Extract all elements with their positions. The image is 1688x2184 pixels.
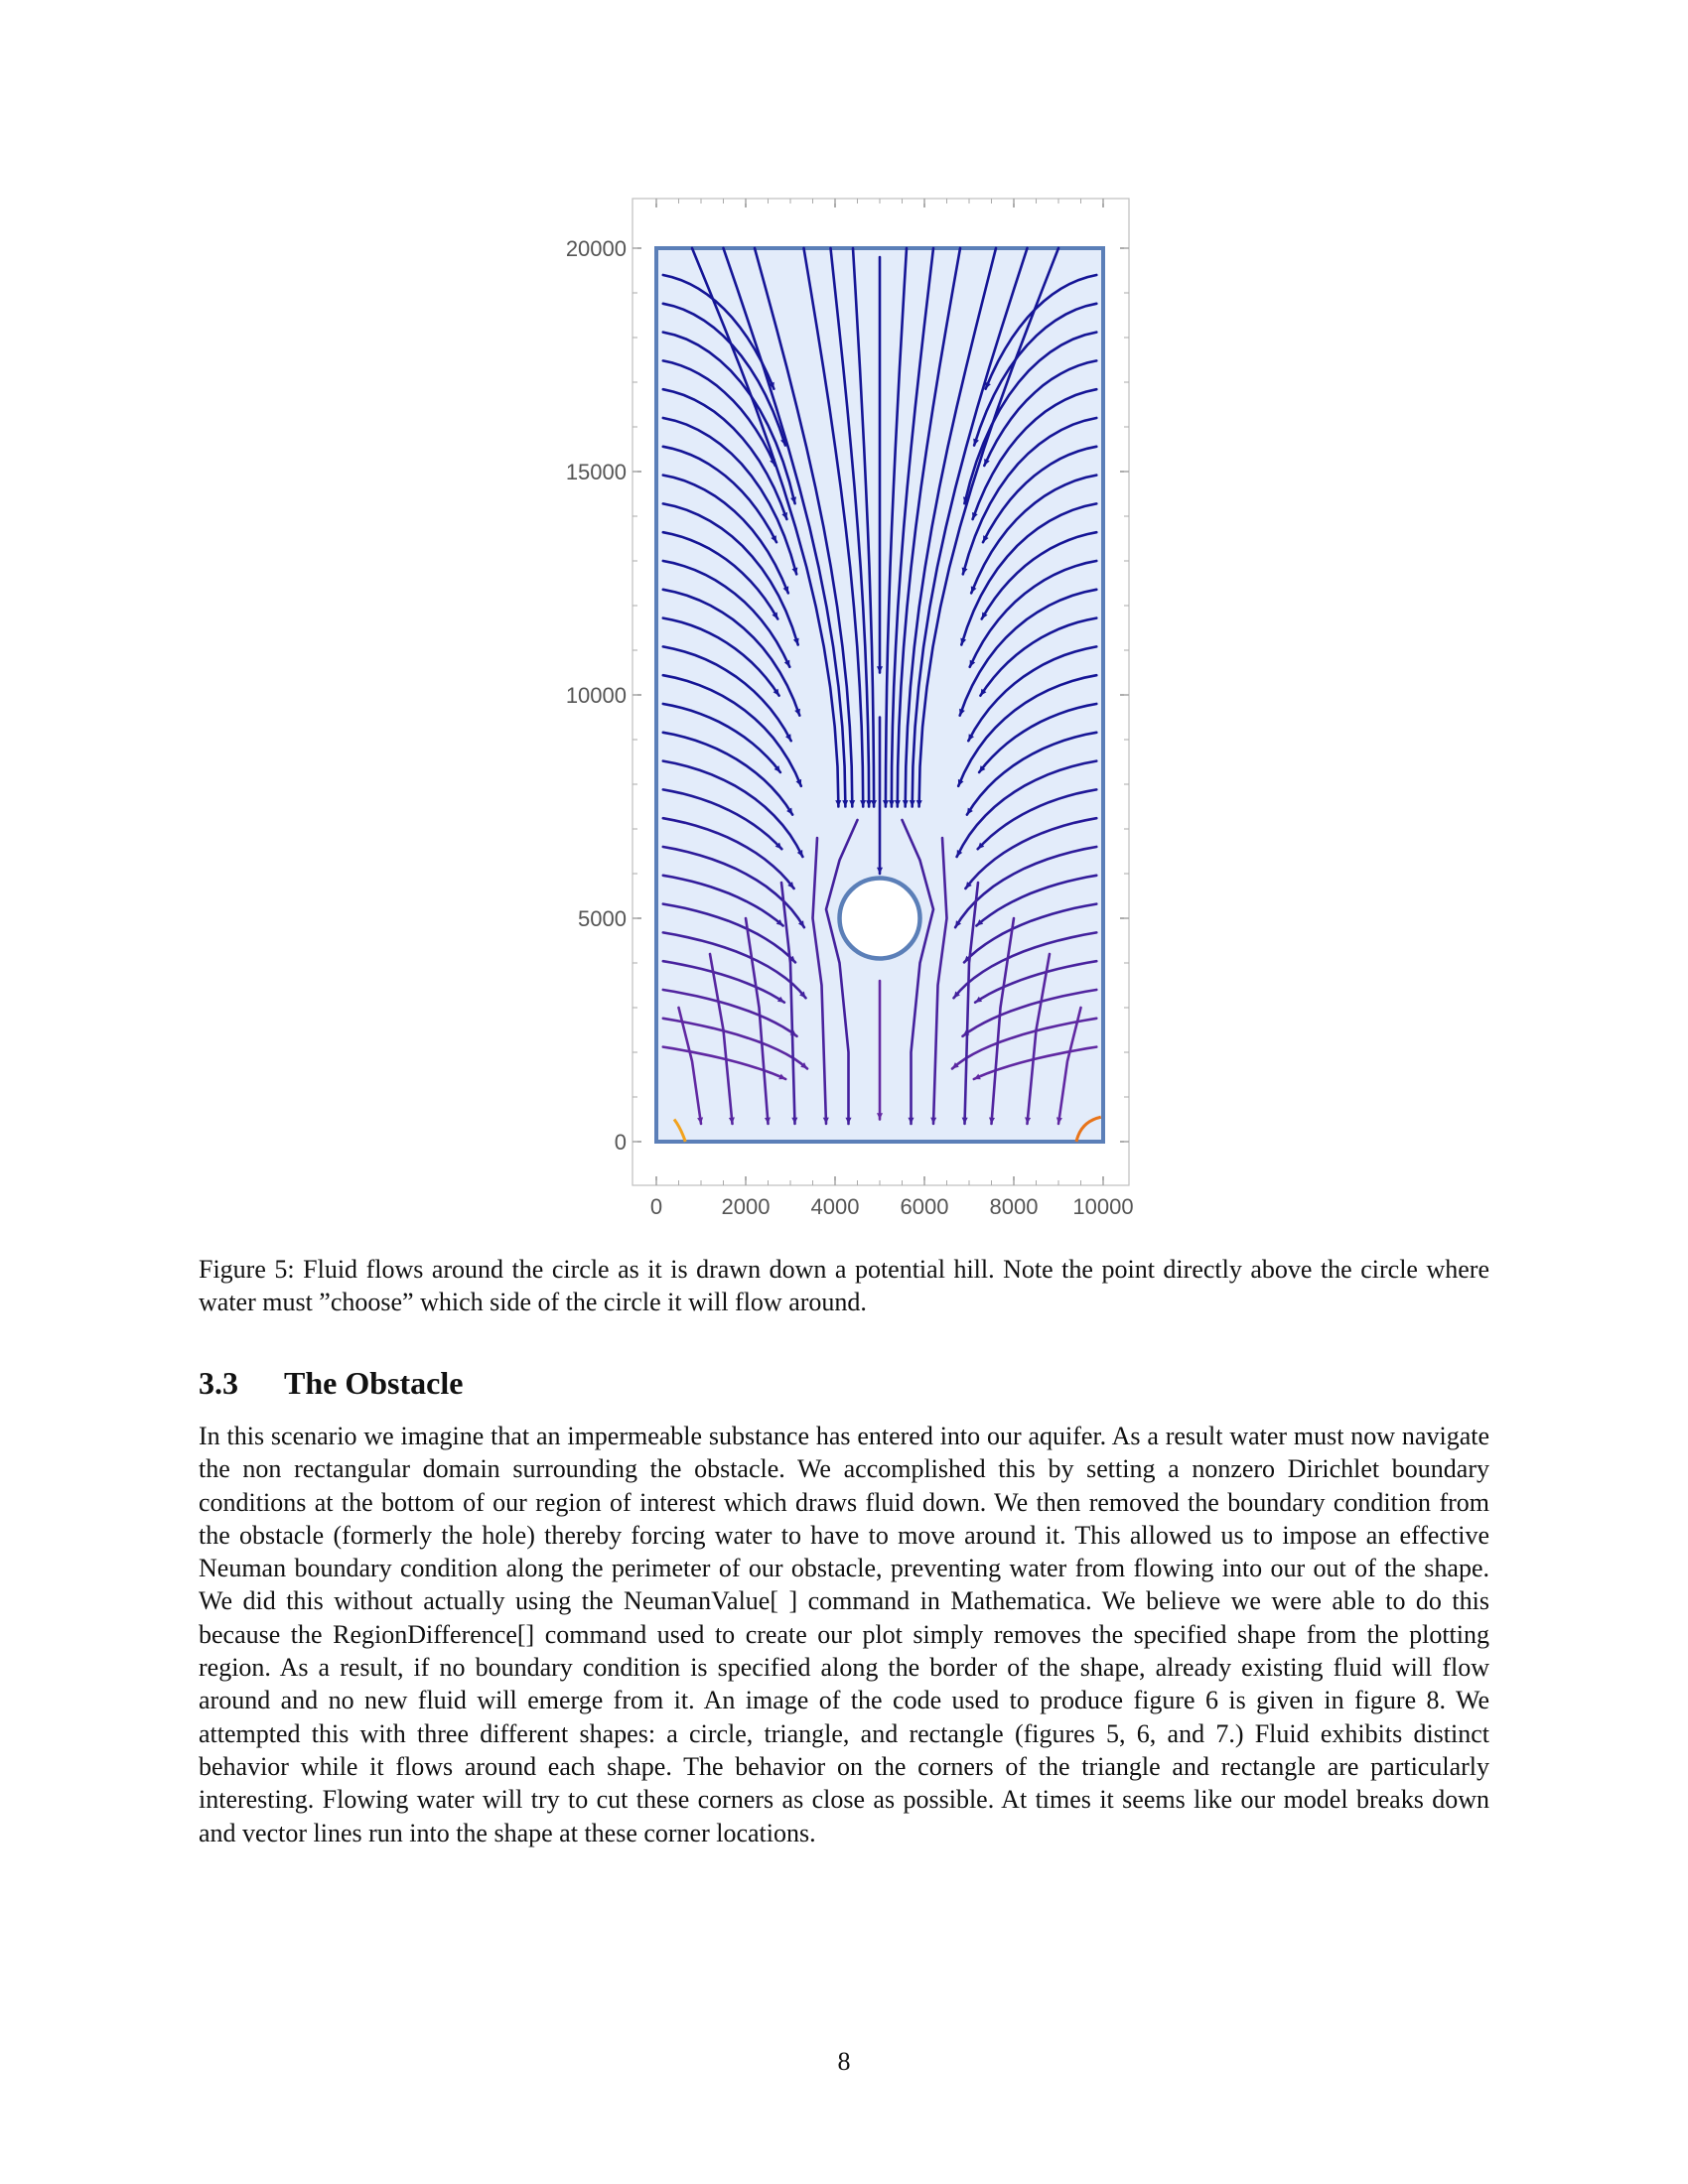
- y-tick-label: 15000: [565, 460, 627, 484]
- y-tick-label: 0: [614, 1130, 627, 1155]
- obstacle-circle: [840, 879, 920, 959]
- section-body: In this scenario we imagine that an impermeable substance has entered into our aquifer. As a result water must now navigate the non rectangular domain surrounding the obstacle. We accomplished this by setting a nonzero Dirichlet boundary conditions at the bottom of our region of interest which draws fluid down. We then removed the boundary condition from the obstacle (formerly the hole) thereby forcing water to have to move around it. This allowed us to impose an effective Neuman boundary condition along the perimeter of our obstacle, preventing water from flowing into our out of the shape. We did this without actually using the NeumanValue[ ] command in Mathematica. We believe we were able to do this because the RegionDifference[] command used to create our plot simply removes the specified shape from the plotting region. As a result, if no boundary condition is specified along the border of the shape, already existing fluid will flow around and no new fluid will emerge from it. An image of the code used to produce figure 6 is given in figure 8. We attempted this with three different shapes: a circle, triangle, and rectangle (figures 5, 6, and 7.) Fluid exhibits distinct behavior while it flows around each shape. The behavior on the corners of the triangle and rectangle are particularly interesting. Flowing water will try to cut these corners as close as possible. At times it seems like our model breaks down and vector lines run into the shape at these corner locations.: [199, 1422, 1489, 1847]
- x-tick-label: 2000: [721, 1194, 771, 1219]
- x-tick-label: 0: [649, 1194, 663, 1219]
- page-number: 8: [837, 2047, 851, 2076]
- x-tick-label: 6000: [900, 1194, 949, 1219]
- y-tick-label: 5000: [578, 906, 627, 931]
- x-tick-label: 4000: [810, 1194, 860, 1219]
- x-tick-label: 8000: [989, 1194, 1039, 1219]
- section-heading: [199, 1365, 463, 1402]
- section-number: 3.3: [199, 1365, 238, 1401]
- figure-caption: Figure 5: Fluid flows around the circle as it is drawn down a potential hill. Note the point directly above the circle where water must ”choose” which side of the circle it will flow around.: [199, 1255, 1489, 1316]
- x-tick-label: 10000: [1072, 1194, 1134, 1219]
- obstacle-shape: [840, 879, 920, 959]
- section-title: The Obstacle: [284, 1365, 464, 1401]
- y-tick-label: 10000: [565, 683, 627, 708]
- y-tick-label: 20000: [565, 236, 627, 261]
- stream-plot-figure: [541, 189, 1137, 1231]
- stream-plot: [541, 189, 1137, 1231]
